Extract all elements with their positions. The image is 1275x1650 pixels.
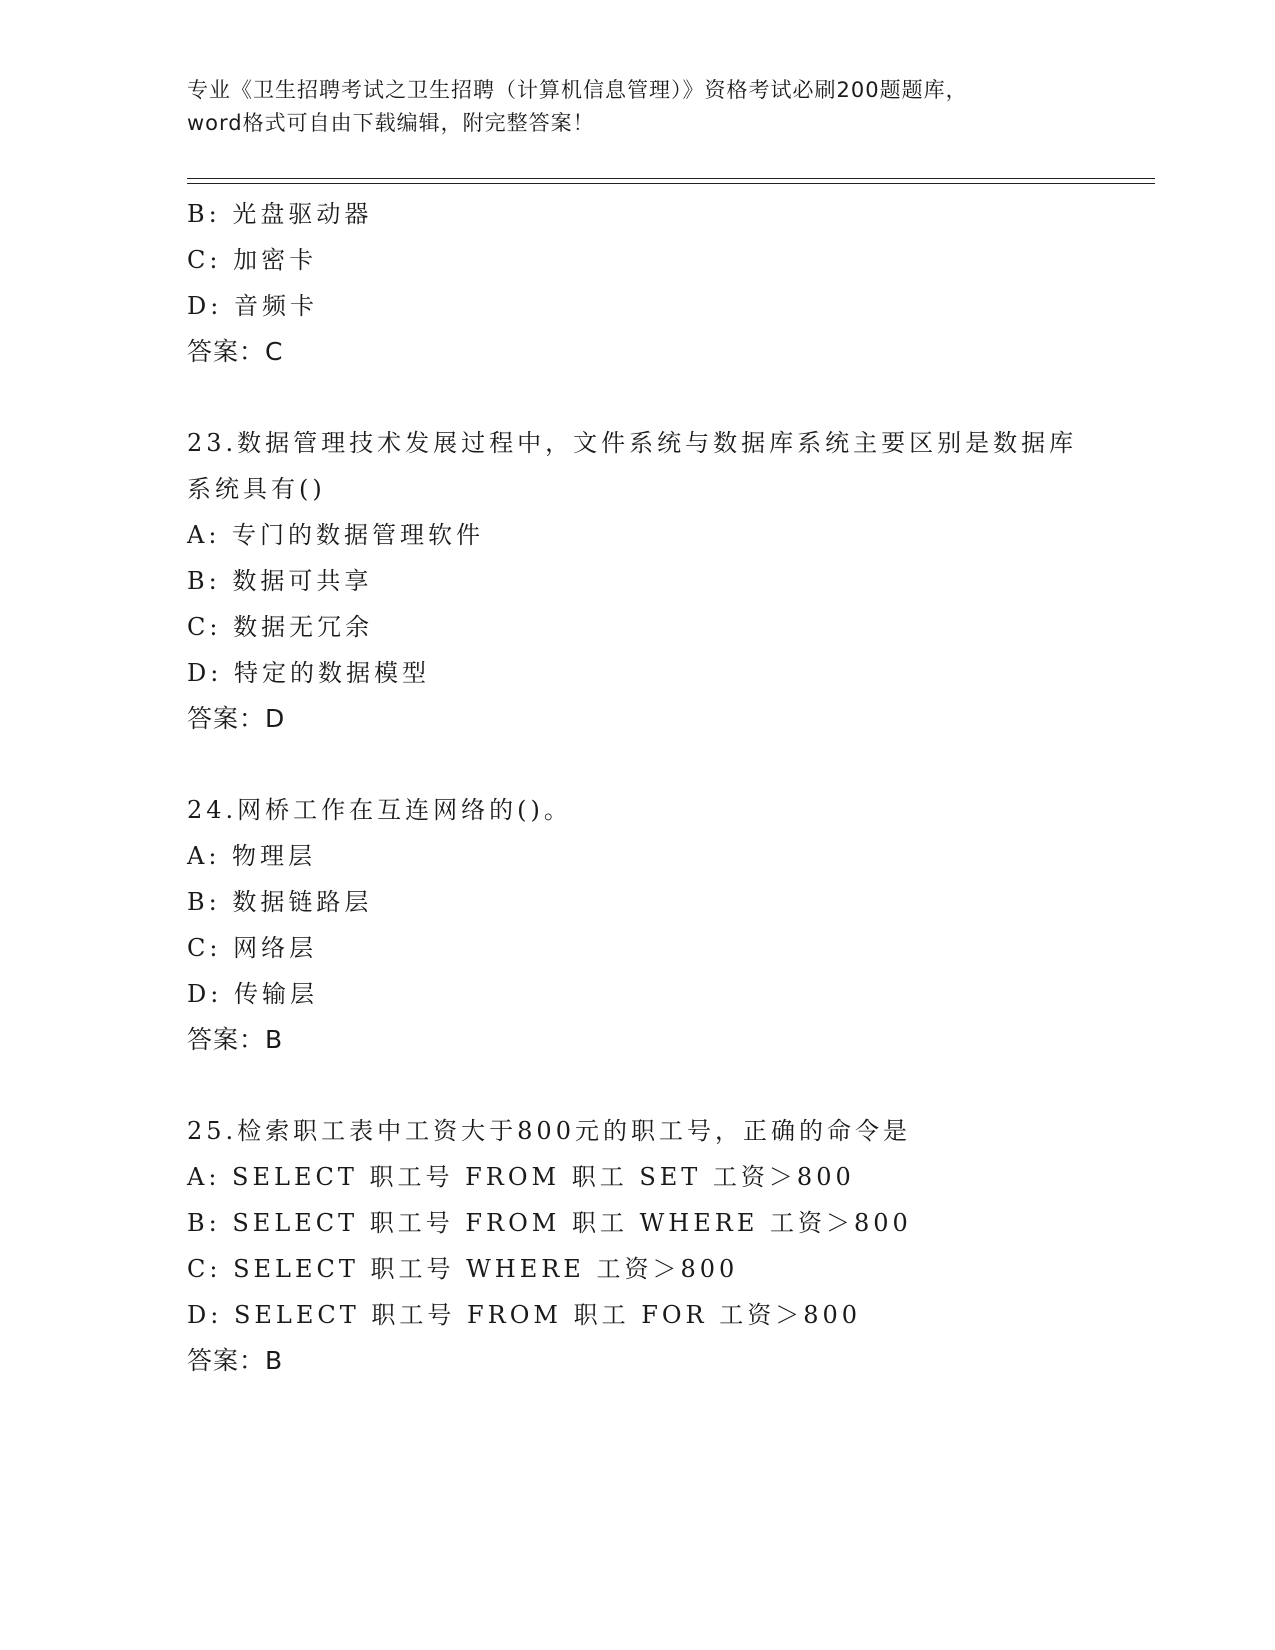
q25-option-d: D: SELECT 职工号 FROM 职工 FOR 工资＞800 bbox=[187, 1301, 862, 1329]
header-divider-top bbox=[187, 178, 1155, 179]
q25-option-a: A: SELECT 职工号 FROM 职工 SET 工资＞800 bbox=[187, 1163, 855, 1191]
q24-question: 24.网桥工作在互连网络的()。 bbox=[187, 796, 572, 824]
q24-option-b: B: 数据链路层 bbox=[187, 888, 373, 916]
header-divider-bottom bbox=[187, 183, 1155, 184]
q25-option-b: B: SELECT 职工号 FROM 职工 WHERE 工资＞800 bbox=[187, 1209, 912, 1237]
q25-answer: 答案：B bbox=[187, 1346, 284, 1375]
q22-option-b: B: 光盘驱动器 bbox=[187, 200, 373, 228]
q22-answer: 答案：C bbox=[187, 337, 284, 366]
q22-option-c: C: 加密卡 bbox=[187, 246, 318, 274]
document-header bbox=[187, 74, 1087, 140]
q24-answer: 答案：B bbox=[187, 1025, 284, 1054]
header-subtitle-line: word格式可自由下载编辑，附完整答案！ bbox=[187, 111, 595, 135]
q24-option-c: C: 网络层 bbox=[187, 934, 318, 962]
question-spacer bbox=[187, 742, 1087, 787]
header-title-line: 专业《卫生招聘考试之卫生招聘（计算机信息管理）》资格考试必刷200题题库， bbox=[187, 78, 968, 102]
question-25-block bbox=[187, 1108, 1087, 1384]
question-spacer bbox=[187, 375, 1087, 420]
question-24-block bbox=[187, 787, 1087, 1063]
question-list bbox=[187, 191, 1087, 1384]
q24-option-d: D: 传输层 bbox=[187, 980, 318, 1008]
q23-question: 23.数据管理技术发展过程中，文件系统与数据库系统主要区别是数据库系统具有() bbox=[187, 429, 1078, 503]
q23-option-c: C: 数据无冗余 bbox=[187, 613, 374, 641]
question-22-block bbox=[187, 191, 1087, 375]
q25-question: 25.检索职工表中工资大于800元的职工号，正确的命令是 bbox=[187, 1117, 911, 1145]
q24-option-a: A: 物理层 bbox=[187, 842, 317, 870]
q23-option-d: D: 特定的数据模型 bbox=[187, 659, 430, 687]
question-23-block bbox=[187, 420, 1087, 742]
q23-option-a: A: 专门的数据管理软件 bbox=[187, 521, 485, 549]
q23-answer: 答案：D bbox=[187, 704, 286, 733]
q23-option-b: B: 数据可共享 bbox=[187, 567, 373, 595]
q22-option-d: D: 音频卡 bbox=[187, 292, 318, 320]
question-spacer bbox=[187, 1063, 1087, 1108]
q25-option-c: C: SELECT 职工号 WHERE 工资＞800 bbox=[187, 1255, 739, 1283]
